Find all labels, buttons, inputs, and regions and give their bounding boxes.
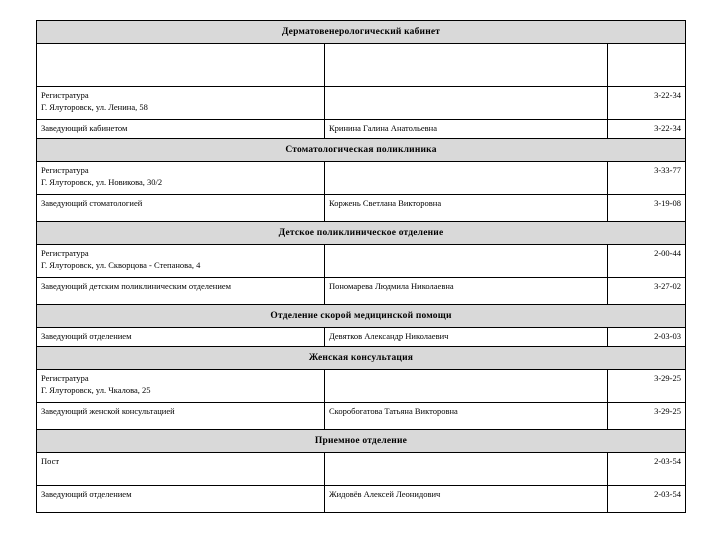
phone-cell: 3-22-34 <box>608 87 686 120</box>
phone-cell: 3-29-25 <box>608 370 686 403</box>
unit-name: Пост <box>41 456 60 466</box>
phone-cell: 2-03-54 <box>608 486 686 513</box>
section-title: Стоматологическая поликлиника <box>37 139 686 162</box>
department-cell <box>37 403 325 430</box>
phone-cell: 2-03-54 <box>608 453 686 486</box>
unit-address: Г. Ялуторовск, ул. Чкалова, 25 <box>41 385 151 395</box>
table-row <box>37 120 686 139</box>
person-cell <box>325 453 608 486</box>
section-title: Женская консультация <box>37 347 686 370</box>
department-cell <box>37 278 325 305</box>
department-cell <box>37 44 325 87</box>
phone-cell: 3-33-77 <box>608 162 686 195</box>
section-header <box>37 222 686 245</box>
phone-cell: 3-29-25 <box>608 403 686 430</box>
person-cell: Скоробогатова Татьяна Викторовна <box>325 403 608 430</box>
person-cell: Коржень Светлана Викторовна <box>325 195 608 222</box>
section-header <box>37 21 686 44</box>
directory-table <box>36 20 686 513</box>
table-row <box>37 453 686 486</box>
phone-cell <box>608 44 686 87</box>
person-cell <box>325 87 608 120</box>
person-cell <box>325 245 608 278</box>
unit-address: Г. Ялуторовск, ул. Ленина, 58 <box>41 102 148 112</box>
phone-cell: 3-19-08 <box>608 195 686 222</box>
unit-name: Заведующий отделением <box>41 489 132 499</box>
person-cell: Кринина Галина Анатольевна <box>325 120 608 139</box>
department-cell <box>37 486 325 513</box>
unit-name: Заведующий кабинетом <box>41 123 128 133</box>
table-row <box>37 403 686 430</box>
person-cell: Пономарева Людмила Николаевна <box>325 278 608 305</box>
section-title: Детское поликлиническое отделение <box>37 222 686 245</box>
person-cell <box>325 162 608 195</box>
phone-cell: 2-03-03 <box>608 328 686 347</box>
table-row <box>37 370 686 403</box>
section-title: Отделение скорой медицинской помощи <box>37 305 686 328</box>
section-header <box>37 347 686 370</box>
table-row <box>37 162 686 195</box>
unit-name: Заведующий детским поликлиническим отделением <box>41 281 232 291</box>
table-row <box>37 278 686 305</box>
section-title: Приемное отделение <box>37 430 686 453</box>
unit-name: Регистратура <box>41 165 89 175</box>
phone-cell: 3-27-02 <box>608 278 686 305</box>
unit-address: Г. Ялуторовск, ул. Новикова, 30/2 <box>41 177 163 187</box>
phone-cell: 2-00-44 <box>608 245 686 278</box>
person-cell <box>325 44 608 87</box>
section-header <box>37 430 686 453</box>
unit-name: Заведующий отделением <box>41 331 132 341</box>
table-row <box>37 245 686 278</box>
person-cell: Девятков Александр Николаевич <box>325 328 608 347</box>
person-cell: Жидовёв Алексей Леонидович <box>325 486 608 513</box>
department-cell <box>37 87 325 120</box>
table-row <box>37 486 686 513</box>
unit-name: Регистратура <box>41 90 89 100</box>
unit-name: Регистратура <box>41 373 89 383</box>
unit-address: Г. Ялуторовск, ул. Скворцова - Степанова, 4 <box>41 260 201 270</box>
section-title: Дерматовенерологический кабинет <box>37 21 686 44</box>
department-cell <box>37 370 325 403</box>
person-cell <box>325 370 608 403</box>
unit-name: Заведующий стоматологией <box>41 198 143 208</box>
department-cell <box>37 195 325 222</box>
table-row <box>37 87 686 120</box>
table-row <box>37 328 686 347</box>
department-cell <box>37 120 325 139</box>
department-cell <box>37 162 325 195</box>
section-header <box>37 139 686 162</box>
phone-cell: 3-22-34 <box>608 120 686 139</box>
unit-name: Заведующий женской консультацией <box>41 406 175 416</box>
department-cell <box>37 328 325 347</box>
table-row <box>37 44 686 87</box>
department-cell <box>37 453 325 486</box>
unit-name: Регистратура <box>41 248 89 258</box>
department-cell <box>37 245 325 278</box>
table-row <box>37 195 686 222</box>
section-header <box>37 305 686 328</box>
